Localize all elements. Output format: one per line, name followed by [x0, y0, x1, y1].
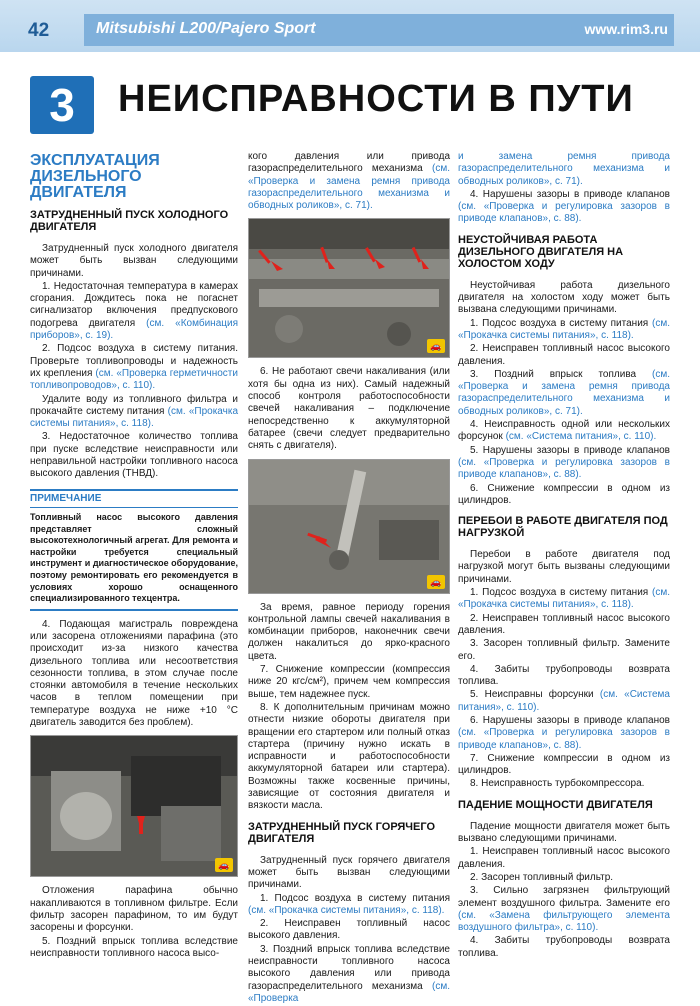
paragraph: 4. Неисправность одной или нескольких форсунок (см. «Система питания», с. 110).: [458, 419, 670, 443]
column-2: [248, 151, 450, 1006]
reference-link[interactable]: (см. «Комбинация приборов», с. 19).: [30, 317, 238, 342]
paragraph: 7. Снижение компрессии в одном из цилиндров.: [458, 752, 670, 777]
subheading-idle: НЕУСТОЙЧИВАЯ РАБОТА ДИЗЕЛЬНОГО ДВИГАТЕЛЯ НА ХОЛОСТОМ ХОДУ: [458, 233, 624, 270]
paragraph: 8. Неисправность турбокомпрессора.: [470, 778, 645, 790]
paragraph: Падение мощности двигателя может быть вызвано следующими причинами.: [458, 820, 670, 845]
subheading-misfire: ПЕРЕБОИ В РАБОТЕ ДВИГАТЕЛЯ ПОД НАГРУЗКОЙ: [458, 515, 668, 540]
photo-illustration: [249, 460, 449, 593]
reference-link[interactable]: (см. «Проверка и регулировка зазоров в приводе клапанов», с. 88).: [458, 201, 670, 225]
paragraph: 3. Недостаточное количество топлива при пуске вследствие неисправности или неправильной настройки топливного насоса высокого давления (ТНВД).: [30, 431, 238, 480]
engine-photo-glow-plug-closeup: [248, 459, 450, 594]
paragraph: За время, равное периоду горения контрольной лампы свечей накаливания в комбинации приборов, наконечник свечи должен накалиться до ярко-красного цвета.: [248, 601, 450, 662]
page-number: 42: [28, 20, 50, 41]
car-icon: 🚗: [215, 858, 233, 872]
paragraph: 4. Забиты трубопроводы возврата топлива.: [458, 663, 670, 688]
subheading-power-loss: ПАДЕНИЕ МОЩНОСТИ ДВИГАТЕЛЯ: [458, 798, 653, 811]
paragraph: 2. Подсос воздуха в систему питания. Проверьте топливопроводы и надежность их крепления (см. «Проверка герметичности топливопроводов», с. 110).: [30, 343, 238, 392]
column-1: [30, 150, 238, 961]
reference-link[interactable]: и замена ремня привода газораспределительного механизма и обводных роликов», с. 71).: [458, 151, 670, 187]
chapter-number: 3: [30, 76, 94, 134]
reference-link[interactable]: (см. «Замена фильтрующего элемента воздушного фильтра», с. 110).: [458, 909, 670, 934]
reference-link[interactable]: (см. «Проверка и регулировка зазоров в приводе клапанов», с. 88).: [458, 456, 670, 481]
paragraph: 4. Подающая магистраль повреждена или засорена отложениями парафина (это происходит из-за низкого качества дизельного топлива или несоответствия сезонности топлива, в этом случае после стоянки автомобиля в течение нескольких часов в теплом помещении при температуре воздуха не ниже +10 °С двигатель заводится без проблем).: [30, 618, 238, 729]
reference-link[interactable]: (см. «Система питания», с. 110).: [458, 689, 670, 713]
subheading-hot-start: ЗАТРУДНЕННЫЙ ПУСК ГОРЯЧЕГО ДВИГАТЕЛЯ: [248, 820, 436, 845]
paragraph: 4. Забиты трубопроводы возврата топлива.: [458, 935, 670, 959]
reference-link[interactable]: (см. «Прокачка системы питания», с. 118).: [458, 587, 670, 611]
paragraph: 2. Засорен топливный фильтр.: [470, 871, 614, 883]
subheading-cold-start: ЗАТРУДНЕННЫЙ ПУСК ХОЛОДНОГО ДВИГАТЕЛЯ: [30, 209, 229, 233]
section-title: ЭКСПЛУАТАЦИЯ ДИЗЕЛЬНОГО ДВИГАТЕЛЯ: [30, 152, 160, 201]
paragraph: 2. Неисправен топливный насос высокого давления.: [248, 918, 450, 942]
paragraph: 1. Подсос воздуха в систему питания (см. «Прокачка системы питания», с. 118).: [248, 892, 450, 916]
header-site: www.rim3.ru: [584, 21, 668, 37]
paragraph: 4. Нарушены зазоры в приводе клапанов (см. «Проверка и регулировка зазоров в приводе клапанов», с. 88).: [458, 188, 670, 225]
paragraph: 2. Неисправен топливный насос высокого давления.: [458, 612, 670, 636]
paragraph: Затрудненный пуск холодного двигателя может быть вызван следующими причинами.: [30, 243, 238, 279]
reference-link[interactable]: (см. «Проверка: [248, 980, 450, 1004]
paragraph: [458, 151, 670, 188]
paragraph: 1. Неисправен топливный насос высокого давления.: [458, 846, 670, 870]
paragraph: 3. Сильно загрязнен фильтрующий элемент воздушного фильтра. Замените его (см. «Замена фильтрующего элемента воздушного фильтра», с. 110).: [458, 885, 670, 934]
reference-link[interactable]: (см. «Проверка и регулировка зазоров в приводе клапанов», с. 88).: [458, 727, 670, 751]
header-model: Mitsubishi L200/Pajero Sport: [96, 20, 316, 37]
note-box: [30, 489, 238, 611]
reference-link[interactable]: (см. «Проверка герметичности топливопроводов», с. 110).: [30, 367, 238, 392]
paragraph: 2. Неисправен топливный насос высокого давления.: [458, 343, 670, 367]
page-header: [0, 0, 700, 52]
paragraph: 3. Поздний впрыск топлива вследствие неисправности топливного насоса высокого давления или привода газораспределительного механизма (см. «Проверка: [248, 943, 450, 1004]
paragraph: 1. Подсос воздуха в систему питания (см. «Прокачка системы питания», с. 118).: [458, 317, 670, 341]
engine-photo-fuel-filter: [30, 735, 238, 877]
reference-link[interactable]: (см. «Прокачка системы питания», с. 118).: [30, 405, 239, 430]
paragraph: 1. Подсос воздуха в систему питания (см. «Прокачка системы питания», с. 118).: [458, 587, 670, 611]
paragraph: Затрудненный пуск горячего двигателя может быть вызван следующими причинами.: [248, 854, 450, 891]
reference-link[interactable]: (см. «Прокачка системы питания», с. 118).: [458, 317, 670, 341]
reference-link[interactable]: (см. «Система питания», с. 110).: [505, 431, 657, 443]
paragraph: 5. Неисправны форсунки (см. «Система питания», с. 110).: [458, 689, 670, 713]
paragraph: 1. Недостаточная температура в камерах сгорания. Дождитесь пока не погаснет сигнализатор включения предпускового подогрева двигателя (см. «Комбинация приборов», с. 19).: [30, 280, 238, 342]
paragraph: кого давления или привода газораспределительного механизма (см. «Проверка и замена ремня привода газораспределительного механизма и обводных роликов», с. 71).: [248, 151, 450, 212]
reference-link[interactable]: (см. «Прокачка системы питания», с. 118).: [248, 904, 445, 916]
chapter-title: НЕИСПРАВНОСТИ В ПУТИ: [118, 78, 634, 120]
paragraph: 8. К дополнительным причинам можно отнести низкие обороты двигателя при вращении его стартером или полный отказ стартера (причину нужно искать в исправности и работоспособности аккумуляторной батареи или стартера). Возможны также косвенные причины, зависящие от состояния двигателя и вязкости масла.: [248, 701, 450, 812]
car-icon: 🚗: [427, 575, 445, 589]
paragraph: 6. Нарушены зазоры в приводе клапанов (см. «Проверка и регулировка зазоров в приводе клапанов», с. 88).: [458, 714, 670, 751]
paragraph: 3. Засорен топливный фильтр. Замените его.: [458, 638, 670, 662]
paragraph: 3. Поздний впрыск топлива (см. «Проверка и замена ремня привода газораспределительного механизма и обводных роликов», с. 71).: [458, 368, 670, 417]
paragraph: 5. Поздний впрыск топлива вследствие неисправности топливного насоса высо-: [30, 935, 238, 959]
paragraph: Перебои в работе двигателя под нагрузкой могут быть вызваны следующими причинами.: [458, 549, 670, 585]
paragraph: 7. Снижение компрессии (компрессия ниже 20 кгс/см²), причем чем компрессия выше, тем надежнее пуск.: [248, 664, 450, 700]
note-body: Топливный насос высокого давления представляет сложный высокотехнологичный агрегат. Для ремонта и настройки требуется специальный инструмент и диагностическое оборудование, поэтому ремонтировать его рекомендуется в условиях хорошо оснащенного специализированного техцентра.: [30, 511, 238, 604]
engine-photo-glow-plugs: [248, 218, 450, 358]
car-icon: 🚗: [427, 339, 445, 353]
column-3: [458, 151, 670, 961]
reference-link[interactable]: (см. «Проверка и замена ремня привода газораспределительного механизма и обводных роликов», с. 71).: [458, 368, 670, 417]
paragraph: Неустойчивая работа дизельного двигателя на холостом ходу может быть вызвана следующими причинами.: [458, 279, 670, 316]
reference-link[interactable]: (см. «Проверка и замена ремня привода газораспределительного механизма и обводных роликов», с. 71).: [248, 163, 450, 212]
photo-illustration: [31, 736, 237, 876]
paragraph: 6. Не работают свечи накаливания (или хотя бы одна из них). Самый надежный способ контроля работоспособности свечей накаливания – подключение непосредственно к аккумуляторной батарее (свечи следует предварительно снять с двигателя).: [248, 366, 450, 452]
paragraph: 5. Нарушены зазоры в приводе клапанов (см. «Проверка и регулировка зазоров в приводе клапанов», с. 88).: [458, 444, 670, 481]
photo-illustration: [249, 219, 449, 357]
paragraph: Отложения парафина обычно накапливаются в топливном фильтре. Если фильтр засорен парафином, то им будут засорены и форсунки.: [30, 885, 238, 934]
paragraph: Удалите воду из топливного фильтра и прокачайте систему питания (см. «Прокачка системы питания», с. 118).: [30, 393, 239, 430]
paragraph: 6. Снижение компрессии в одном из цилиндров.: [458, 482, 670, 506]
note-heading: ПРИМЕЧАНИЕ: [30, 493, 238, 508]
